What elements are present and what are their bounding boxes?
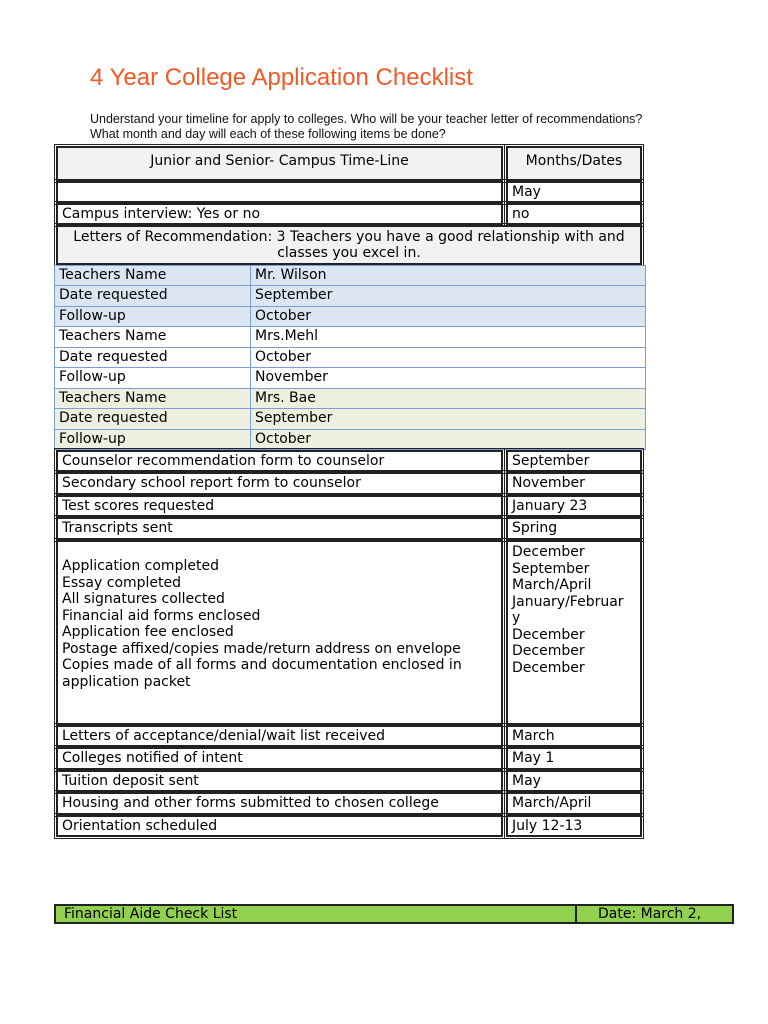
letters-heading: Letters of Recommendation: 3 Teachers you have a good relationship with and classes you excel in. xyxy=(56,225,642,265)
recommendation-row xyxy=(54,388,646,408)
financial-aide-title: Financial Aide Check List xyxy=(64,906,238,922)
date-cell[interactable]: May 1 xyxy=(506,747,642,770)
recommendation-row xyxy=(54,429,646,450)
date-cell[interactable]: November xyxy=(506,472,642,495)
rec-value[interactable]: October xyxy=(251,347,645,367)
financial-aide-bar xyxy=(54,904,734,924)
rec-label: Follow-up xyxy=(55,306,251,326)
intro-text: Understand your timeline for apply to colleges. Who will be your teacher letter of recommendations? What month and day will each of these following items be done? xyxy=(90,112,643,141)
item-cell[interactable]: Tuition deposit sent xyxy=(56,770,503,792)
page-title: 4 Year College Application Checklist xyxy=(90,64,473,91)
recommendation-row xyxy=(54,367,646,388)
rec-value[interactable]: November xyxy=(251,367,645,388)
recommendation-row xyxy=(54,285,646,306)
checklist-table xyxy=(54,146,646,837)
item-cell[interactable]: Colleges notified of intent xyxy=(56,747,503,770)
financial-divider xyxy=(575,906,577,922)
item-cell[interactable]: Orientation scheduled xyxy=(56,815,503,837)
date-cell[interactable]: January 23 xyxy=(506,495,642,517)
application-items[interactable]: Application completed Essay completed All signatures collected Financial aid forms enclosed Application fee enclosed Postage affixed/copies made/return address on envelope Copies made of all forms and documentation enclosed in application packet xyxy=(56,540,503,725)
item-cell[interactable]: Test scores requested xyxy=(56,495,503,517)
header-row xyxy=(54,146,646,181)
table-row xyxy=(54,517,646,540)
rec-label: Teachers Name xyxy=(55,326,251,347)
table-row xyxy=(54,747,646,770)
date-cell[interactable]: March/April xyxy=(506,792,642,815)
recommendation-row xyxy=(54,326,646,347)
table-row xyxy=(54,181,646,203)
table-row xyxy=(54,495,646,517)
table-row xyxy=(54,450,646,472)
table-row xyxy=(54,472,646,495)
rec-value[interactable]: October xyxy=(251,306,645,326)
date-cell[interactable]: March xyxy=(506,725,642,747)
table-row xyxy=(54,792,646,815)
date-cell[interactable]: Spring xyxy=(506,517,642,540)
rec-label: Date requested xyxy=(55,347,251,367)
item-cell[interactable]: Counselor recommendation form to counselor xyxy=(56,450,503,472)
header-timeline: Junior and Senior- Campus Time-Line xyxy=(56,146,503,181)
rec-value[interactable]: September xyxy=(251,285,645,306)
date-cell[interactable]: July 12-13 xyxy=(506,815,642,837)
rec-label: Teachers Name xyxy=(55,265,251,285)
date-cell[interactable]: no xyxy=(506,203,642,225)
table-row xyxy=(54,815,646,837)
table-row xyxy=(54,203,646,225)
application-block-row xyxy=(54,540,646,725)
recommendation-row xyxy=(54,265,646,285)
date-cell[interactable]: September xyxy=(506,450,642,472)
date-cell[interactable]: May xyxy=(506,770,642,792)
rec-value[interactable]: Mrs. Bae xyxy=(251,388,645,408)
recommendation-row xyxy=(54,306,646,326)
rec-label: Teachers Name xyxy=(55,388,251,408)
rec-value[interactable]: October xyxy=(251,429,645,449)
rec-value[interactable]: Mrs.Mehl xyxy=(251,326,645,347)
date-cell[interactable]: May xyxy=(506,181,642,203)
rec-value[interactable]: September xyxy=(251,408,645,429)
item-cell[interactable]: Letters of acceptance/denial/wait list received xyxy=(56,725,503,747)
application-dates[interactable]: December September March/April January/Februar y December December December xyxy=(506,540,642,725)
item-cell[interactable]: Secondary school report form to counselor xyxy=(56,472,503,495)
rec-label: Follow-up xyxy=(55,367,251,388)
financial-aide-date[interactable]: Date: March 2, xyxy=(598,906,702,922)
item-cell[interactable]: Housing and other forms submitted to chosen college xyxy=(56,792,503,815)
header-dates: Months/Dates xyxy=(506,146,642,181)
rec-value[interactable]: Mr. Wilson xyxy=(251,265,645,285)
item-cell[interactable]: Transcripts sent xyxy=(56,517,503,540)
recommendation-row xyxy=(54,408,646,429)
rec-label: Follow-up xyxy=(55,429,251,449)
letters-heading-row xyxy=(54,225,646,265)
item-cell[interactable]: Campus interview: Yes or no xyxy=(56,203,503,225)
rec-label: Date requested xyxy=(55,408,251,429)
table-row xyxy=(54,770,646,792)
recommendation-row xyxy=(54,347,646,367)
table-row xyxy=(54,725,646,747)
item-cell[interactable] xyxy=(56,181,503,203)
rec-label: Date requested xyxy=(55,285,251,306)
